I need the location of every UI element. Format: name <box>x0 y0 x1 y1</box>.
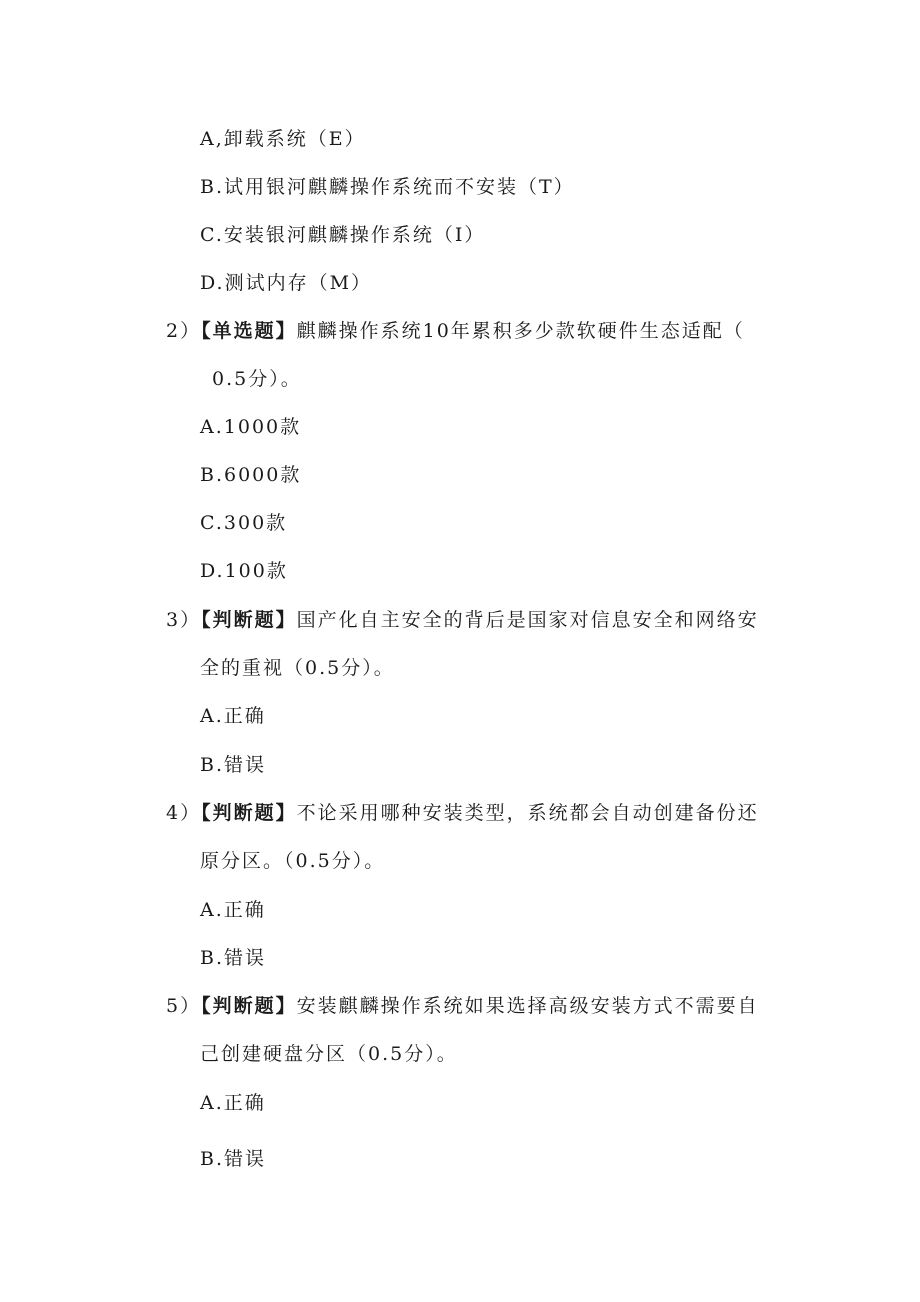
q1-option-a: A,卸载系统（E） <box>200 128 366 150</box>
q1-option-d: D.测试内存（M） <box>200 272 373 294</box>
q2-stem-continued: 0.5分）。 <box>212 368 302 390</box>
q3-option-b: B.错误 <box>200 754 267 776</box>
q2-option-d: D.100款 <box>200 560 288 582</box>
q2-stem <box>166 317 745 345</box>
question-text: 不论采用哪种安装类型，系统都会自动创建备份还 <box>296 802 759 824</box>
q5-stem <box>166 992 759 1020</box>
question-type: 【单选题】 <box>201 320 297 342</box>
q2-option-b: B.6000款 <box>200 464 302 486</box>
q5-option-b: B.错误 <box>200 1148 267 1170</box>
question-type: 【判断题】 <box>201 802 297 824</box>
q3-stem <box>166 606 759 634</box>
q1-option-c: C.安装银河麒麟操作系统（I） <box>200 224 486 246</box>
question-number: 3） <box>166 609 202 631</box>
q4-option-b: B.错误 <box>200 947 267 969</box>
q2-option-c: C.300款 <box>200 512 288 534</box>
question-type: 【判断题】 <box>201 995 297 1017</box>
q1-option-b: B.试用银河麒麟操作系统而不安装（T） <box>200 176 575 198</box>
question-type: 【判断题】 <box>201 609 297 631</box>
question-text: 国产化自主安全的背后是国家对信息安全和网络安 <box>296 609 759 631</box>
question-number: 2） <box>166 320 202 342</box>
question-number: 5） <box>166 995 202 1017</box>
q5-option-a: A.正确 <box>200 1092 266 1114</box>
q4-option-a: A.正确 <box>200 899 266 921</box>
question-text: 安装麒麟操作系统如果选择高级安装方式不需要自 <box>296 995 759 1017</box>
question-number: 4） <box>166 802 202 824</box>
q5-stem-continued: 己创建硬盘分区（0.5分）。 <box>200 1043 458 1065</box>
q3-stem-continued: 全的重视（0.5分）。 <box>200 657 395 679</box>
q4-stem <box>166 799 759 827</box>
q4-stem-continued: 原分区。（0.5分）。 <box>200 850 386 872</box>
question-text: 麒麟操作系统10年累积多少款软硬件生态适配（ <box>296 320 745 342</box>
q2-option-a: A.1000款 <box>200 416 302 438</box>
q3-option-a: A.正确 <box>200 705 266 727</box>
